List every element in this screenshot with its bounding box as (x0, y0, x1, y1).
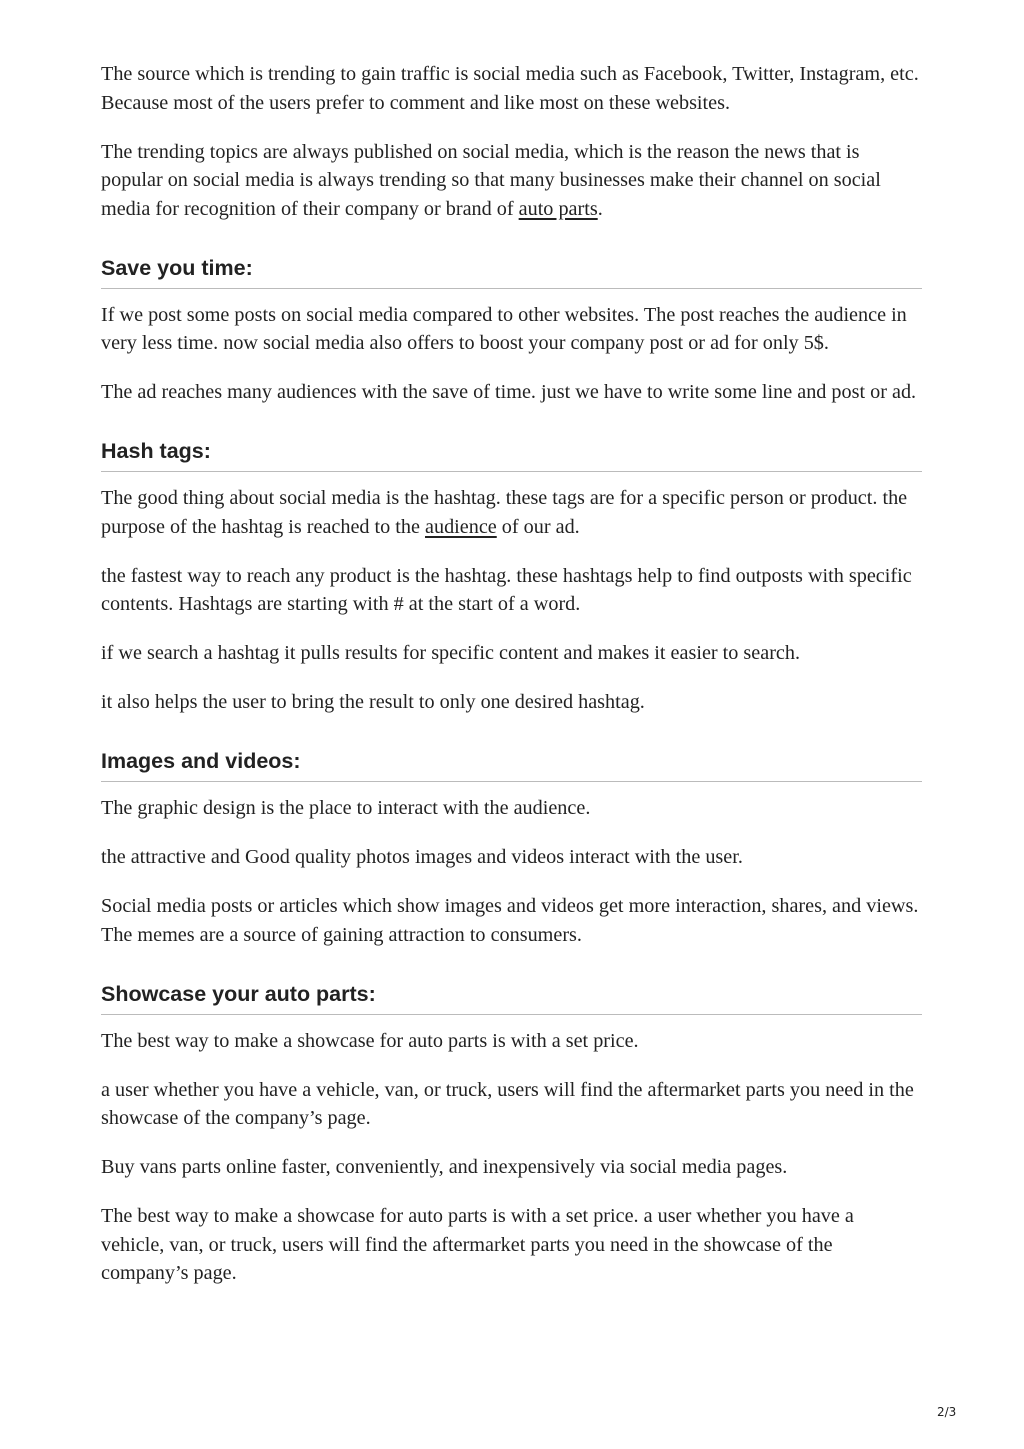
showcase-paragraph-1: The best way to make a showcase for auto parts is with a set price. (101, 1029, 639, 1052)
auto-parts-link[interactable]: auto parts (518, 197, 598, 220)
hash-tags-paragraph-3: if we search a hashtag it pulls results for specific content and makes it easier to search. (101, 642, 801, 664)
showcase-paragraph-3: Buy vans parts online faster, conveniently, and inexpensively via social media pages. (101, 1156, 788, 1178)
article-body (101, 60, 922, 1308)
heading-showcase-auto-parts: Showcase your auto parts: (101, 970, 922, 1015)
save-time-paragraph-1: If we post some posts on social media compared to other websites. The post reaches the audience in very less time. now social media also offers to boost your company post or ad for only 5$. (101, 303, 907, 354)
images-videos-paragraph-1: The graphic design is the place to interact with the audience. (101, 797, 591, 819)
intro-paragraph-2-text: The trending topics are always published on social media, which is the reason the news that is popular on social media is always trending so that many businesses make their channel on social media for recognition of their company or brand of (101, 140, 881, 220)
hash-tags-paragraph-1-text: The good thing about social media is the hashtag. these tags are for a specific person or product. the purpose of the hashtag is reached to the (101, 487, 908, 538)
hash-tags-paragraph-2: the fastest way to reach any product is the hashtag. these hashtags help to find outposts with specific contents. Hashtags are starting with # at the start of a word. (101, 564, 912, 615)
audience-link[interactable]: audience (425, 515, 497, 538)
page-number: 2/3 (937, 1405, 957, 1419)
showcase-paragraph-4: The best way to make a showcase for auto parts is with a set price. a user whether you have a vehicle, van, or truck, users will find the aftermarket parts you need in the showcase of the company’s page. (101, 1205, 854, 1284)
showcase-paragraph-2: a user whether you have a vehicle, van, or truck, users will find the aftermarket parts you need in the showcase of the company’s page. (101, 1078, 914, 1129)
intro-paragraph-1: The source which is trending to gain traffic is social media such as Facebook, Twitter, Instagram, etc. Because most of the users prefer to comment and like most on these websites. (101, 63, 919, 114)
heading-hash-tags: Hash tags: (101, 427, 922, 472)
intro-paragraph-2-end: . (597, 197, 603, 220)
images-videos-paragraph-3: Social media posts or articles which show images and videos get more interaction, shares, and views. The memes are a source of gaining attraction to consumers. (101, 895, 919, 946)
hash-tags-paragraph-1-end: of our ad. (496, 515, 580, 538)
heading-save-you-time: Save you time: (101, 244, 922, 289)
intro-paragraph-2 (101, 138, 922, 224)
save-time-paragraph-2: The ad reaches many audiences with the save of time. just we have to write some line and post or ad. (101, 381, 917, 403)
heading-images-and-videos: Images and videos: (101, 737, 922, 782)
images-videos-paragraph-2: the attractive and Good quality photos images and videos interact with the user. (101, 846, 743, 868)
hash-tags-paragraph-4: it also helps the user to bring the result to only one desired hashtag. (101, 691, 645, 713)
hash-tags-paragraph-1 (101, 484, 922, 541)
